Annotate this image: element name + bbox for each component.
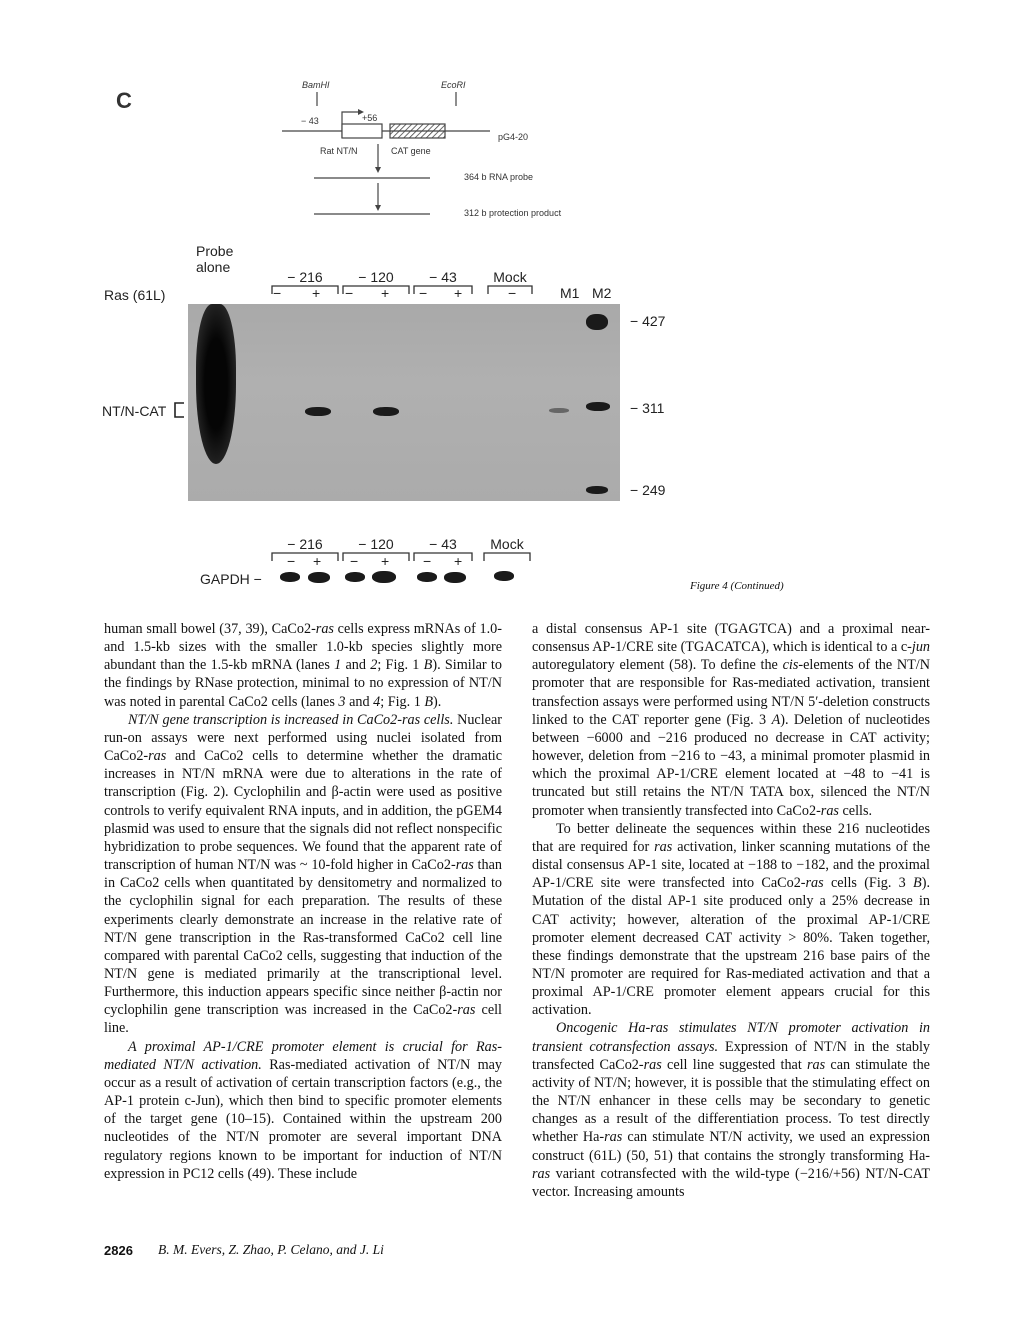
gapdh-group-label: − 216 [287, 536, 323, 552]
ras-61l-label: Ras (61L) [104, 287, 166, 303]
gel-group-label: − 216 [287, 269, 323, 285]
gapdh-group-brackets [260, 549, 550, 563]
gapdh-label: GAPDH − [200, 571, 262, 587]
m1-band [549, 408, 569, 413]
panel-letter: C [116, 88, 132, 113]
marker-lane-label: M1 [560, 285, 580, 301]
lane-sign: − [508, 285, 517, 301]
lane-sign: + [312, 285, 321, 301]
paragraph: Oncogenic Ha-ras stimulates NT/N promoter activation in transient cotransfection assays. Expression of NT/N in the stably transfected CaCo2-ras cell line suggested that ras can stimulate the activity of NT/N; however, it is possible that the stimulating effect on the NT/N enhancer in these cells may be secondary to genetic changes as a result of the differentiation process. To test directly whether Ha-ras can stimulate NT/N activity, we used an expression construct (61L) (50, 51) that contains the strongly transforming Ha-ras variant cotransfected with the wild-type (−216/+56) NT/N-CAT vector. Increasing amounts [532, 1020, 930, 1200]
body-column-right [532, 620, 930, 1201]
paragraph: a distal consensus AP-1 site (TGAGTCA) and a proximal near-consensus AP-1/CRE site (TGACATCA), which is identical to a c-jun autoregulatory element (58). To define the cis-elements of the NT/N promoter that are responsible for Ras-mediated activation, transient transfection assays were performed using NT/N 5′-deletion constructs linked to the CAT reporter gene (Fig. 3 A). Deletion of nucleotides between −6000 and −216 produced no decrease in CAT activity; however, deletion from −216 to −43, a minimal promoter plasmid in which the proximal AP-1/CRE element located at −48 to −41 is truncated but still retains the NT/N TATA box, silenced the NT/N promoter when transiently transfected into CaCo2-ras cells. [532, 621, 931, 819]
lane-sign: + [313, 553, 322, 569]
gel-group-label: Mock [493, 269, 527, 285]
probe-alone-label: Probe alone [196, 243, 234, 275]
protection-product-label: 312 b protection product [464, 208, 562, 218]
gapdh-band [308, 572, 330, 583]
rnase-protection-gel [188, 304, 620, 501]
lane-sign: − [423, 553, 432, 569]
lane-sign: − [419, 285, 428, 301]
rat-ntn-label: Rat NT/N [320, 146, 358, 156]
gapdh-band [444, 572, 466, 583]
size-marker: − 427 [630, 313, 666, 329]
ntn-cat-bracket [172, 401, 186, 419]
lane-sign: − [345, 285, 354, 301]
lane-sign: − [273, 285, 282, 301]
lane-sign: − [287, 553, 296, 569]
gapdh-band [372, 571, 396, 583]
gel-group-label: − 43 [429, 269, 457, 285]
running-authors: B. M. Evers, Z. Zhao, P. Celano, and J. Li [158, 1242, 384, 1257]
gapdh-band [280, 572, 300, 582]
plasmid-label: pG4-20 [498, 132, 529, 142]
lane-sign: + [381, 285, 390, 301]
ntn-cat-band [305, 407, 331, 416]
ntn-cat-label: NT/N-CAT [102, 403, 167, 419]
lane-sign: + [454, 553, 463, 569]
m2-band-249 [586, 486, 608, 494]
bamhi-label: BamHI [302, 80, 330, 90]
paragraph: human small bowel (37, 39), CaCo2-ras cells express mRNAs of 1.0- and 1.5-kb sizes with the smaller 1.0-kb species slightly more abundant than the 1.5-kb mRNA (lanes 1 and 2; Fig. 1 B). Similar to the findings by RNase protection, minimal to no expression of NT/N was noted in parental CaCo2 cells (lanes 3 and 4; Fig. 1 B). [104, 621, 502, 710]
plus56-label: +56 [362, 113, 378, 123]
body-column-left [104, 620, 502, 1183]
rna-probe-label: 364 b RNA probe [464, 172, 534, 182]
m2-band-427 [586, 314, 608, 330]
lane-sign: + [381, 553, 390, 569]
ecori-label: EcoRI [441, 80, 466, 90]
lane-sign: + [454, 285, 463, 301]
probe-alone-smear [196, 304, 236, 464]
page-number: 2826 [104, 1243, 133, 1258]
m2-band-311 [586, 402, 610, 411]
minus43-label: − 43 [301, 116, 319, 126]
figure-caption: Figure 4 (Continued) [690, 580, 784, 592]
paragraph: NT/N gene transcription is increased in CaCo2-ras cells. Nuclear run-on assays were next performed using nuclei isolated from CaCo2-ras and CaCo2 cells to determine whether the dramatic increases in NT/N mRNA were due to alterations in the rate of transcription (Fig. 2). Cyclophilin and β-actin were used as positive controls to verify equivalent RNA inputs, and in addition, the pGEM4 plasmid was used to ensure that the signals did not reflect nonspecific hybridization to probe sequences. We found that the apparent rate of transcription of human NT/N was ~ 10-fold higher in CaCo2-ras than in CaCo2 cells when quantitated by densitometry and normalized to the cyclophilin signal for each preparation. The results of these experiments clearly demonstrate an increase in the relative rate of NT/N gene transcription in the Ras-transformed CaCo2 cell line compared with parental CaCo2 cells, suggesting that induction of the NT/N gene is mediated primarily at the transcriptional level. Furthermore, this induction appears specific since neither β-actin nor cyclophilin gene transcription was increased in the CaCo2-ras cell line. [104, 711, 502, 1037]
gapdh-group-label: Mock [490, 536, 524, 552]
gapdh-band [494, 571, 514, 581]
lane-sign: − [350, 553, 359, 569]
gapdh-group-label: − 43 [429, 536, 457, 552]
gapdh-band [345, 572, 365, 582]
size-marker: − 249 [630, 482, 666, 498]
size-marker: − 311 [630, 400, 665, 416]
marker-lane-label: M2 [592, 285, 612, 301]
ntn-cat-band [373, 407, 399, 416]
gapdh-band [417, 572, 437, 582]
paragraph: A proximal AP-1/CRE promoter element is crucial for Ras-mediated NT/N activation. Ras-mediated activation of NT/N may occur as a result of activation of certain transcription factors (e.g., the AP-1 protein c-Jun), which then bind to specific promoter elements of the target gene (10–15). Contained within the upstream 200 nucleotides of the NT/N promoter are several important DNA regulatory regions known to be important for induction of NT/N expression in PC12 cells (49). These include [104, 1038, 502, 1182]
gapdh-group-label: − 120 [358, 536, 394, 552]
paragraph: To better delineate the sequences within these 216 nucleotides that are required for ras activation, linker scanning mutations of the distal consensus AP-1 site, located at −188 to −182, and the proximal AP-1/CRE site were transfected into CaCo2-ras cells (Fig. 3 B). Mutation of the distal AP-1 site produced only a 25% decrease in CAT activity; however, alteration of the proximal AP-1/CRE promoter element decreased CAT activity > 80%. Taken together, these findings demonstrate that the upstream 216 base pairs of the NT/N promoter are required for Ras-mediated activation and that a proximal AP-1/CRE promoter element appears crucial for this activation. [532, 820, 931, 1019]
cat-gene-label: CAT gene [391, 146, 431, 156]
gapdh-blot [270, 568, 528, 588]
gel-group-brackets [260, 282, 550, 296]
gel-group-label: − 120 [358, 269, 394, 285]
